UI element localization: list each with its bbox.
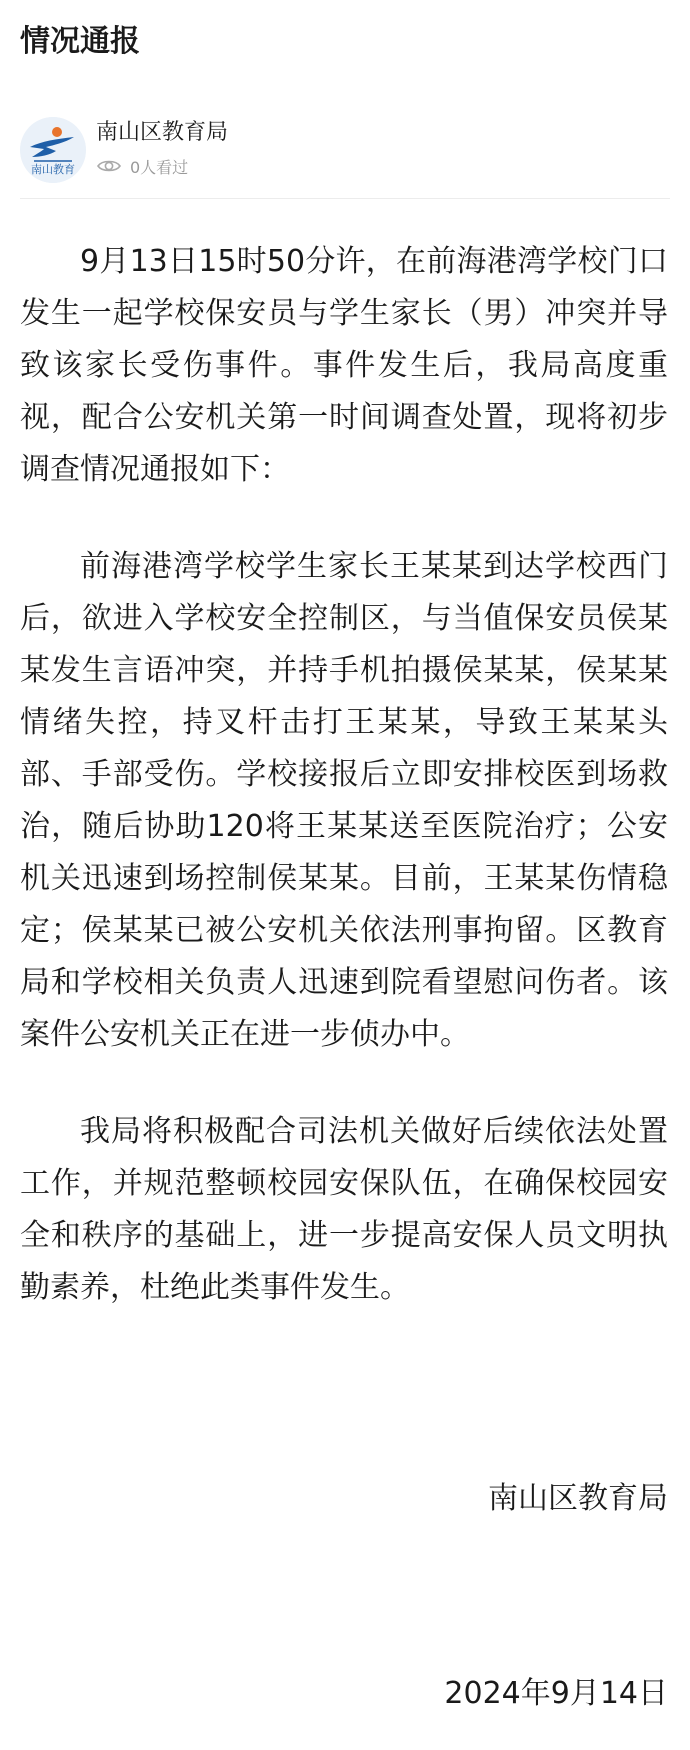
article-paragraph-1: 9月13日15时50分许，在前海港湾学校门口发生一起学校保安员与学生家长（男）冲突并导致该家长受伤事件。事件发生后，我局高度重视，配合公安机关第一时间调查处置，现将初步调查情况通报如下： bbox=[20, 244, 668, 487]
view-count-label: 0人看过 bbox=[130, 157, 189, 177]
publish-date: 2024年9月14日 bbox=[444, 1676, 668, 1711]
signature: 南山区教育局 bbox=[488, 1481, 668, 1516]
author-bar[interactable] bbox=[20, 112, 670, 199]
logo-text: 南山教育 bbox=[31, 163, 75, 176]
eye-icon bbox=[96, 157, 122, 175]
author-name[interactable]: 南山区教育局 bbox=[96, 120, 229, 145]
article-paragraph-2: 前海港湾学校学生家长王某某到达学校西门后，欲进入学校安全控制区，与当值保安员侯某某发生言语冲突，并持手机拍摄侯某某，侯某某情绪失控，持叉杆击打王某某，导致王某某头部、手部受伤。学校接报后立即安排校医到场救治，随后协助120将王某某送至医院治疗；公安机关迅速到场控制侯某某。目前，王某某伤情稳定；侯某某已被公安机关依法刑事拘留。区教育局和学校相关负责人迅速到院看望慰问伤者。该案件公安机关正在进一步侦办中。 bbox=[20, 549, 668, 1052]
logo-graphic bbox=[20, 117, 86, 183]
page-title: 情况通报 bbox=[20, 24, 140, 59]
nanshan-education-logo-icon[interactable] bbox=[20, 117, 86, 183]
article-body bbox=[20, 236, 668, 1359]
view-count bbox=[96, 154, 188, 178]
article-paragraph-3: 我局将积极配合司法机关做好后续依法处置工作，并规范整顿校园安保队伍，在确保校园安全和秩序的基础上，进一步提高安保人员文明执勤素养，杜绝此类事件发生。 bbox=[20, 1114, 668, 1305]
